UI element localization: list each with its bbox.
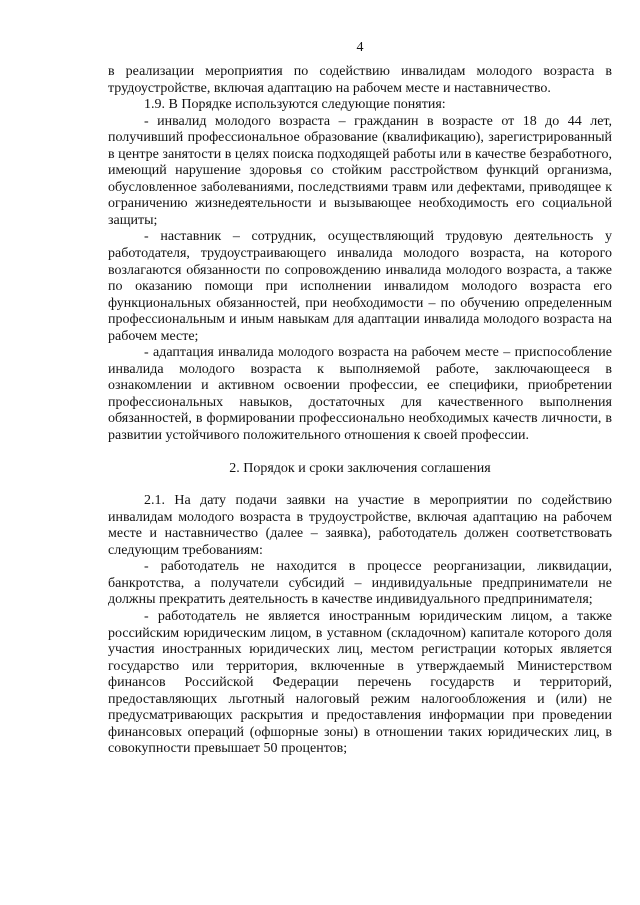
paragraph-continuation: в реализации мероприятия по содействию инвалидам молодого возраста в трудоустройстве, включая адаптацию на рабочем месте и наставничество. (108, 64, 612, 96)
document-body (108, 64, 612, 758)
paragraph-1-9-intro: 1.9. В Порядке используются следующие понятия: (144, 97, 446, 113)
requirement-not-foreign-entity: - работодатель не является иностранным юридическим лицом, а также российским юридическим лицом, в уставном (складочном) капитале которого доля участия иностранных юридических лиц, местом регистрации которых является государство или территория, включенные в утверждаемый Министерством финансов Российской Федерации перечень государств и территорий, предоставляющих льготный налоговый режим налогообложения и (или) не предусматривающих раскрытия и предоставления информации при проведении финансовых операций (офшорные зоны) в отношении таких юридических лиц, в совокупности превышает 50 процентов; (108, 608, 612, 757)
definition-mentor: - наставник – сотрудник, осуществляющий трудовую деятельность у работодателя, трудоустраивающего инвалида молодого возраста, на которого возлагаются обязанности по сопровождению инвалида молодого возраста, а также по оказанию помощи при исполнении инвалидом молодого возраста его функциональных обязанностей, при необходимости – по обучению определенным профессиональным и иным навыкам для адаптации инвалида молодого возраста на рабочем месте; (108, 229, 612, 344)
requirement-no-reorganization: - работодатель не находится в процессе реорганизации, ликвидации, банкротства, а получатели субсидий – индивидуальные предприниматели не должны прекратить деятельность в качестве индивидуального предпринимателя; (108, 559, 612, 608)
paragraph-2-1: 2.1. На дату подачи заявки на участие в мероприятии по содействию инвалидам молодого возраста в трудоустройстве, включая адаптацию на рабочем месте и наставничество (далее – заявка), работодатель должен соответствовать следующим требованиям: (108, 493, 612, 558)
section-heading-2: 2. Порядок и сроки заключения соглашения (229, 460, 491, 476)
page-number: 4 (356, 40, 364, 55)
definition-adaptation: - адаптация инвалида молодого возраста на рабочем месте – приспособление инвалида молодого возраста к выполняемой работе, заключающееся в ознакомлении и активном освоении профессии, ее специфики, приобретении профессиональных навыков, достаточных для качественного выполнения обязанностей, в формировании профессионально необходимых качеств личности, в развитии устойчивого положительного отношения к своей профессии. (108, 345, 612, 444)
definition-young-disabled: - инвалид молодого возраста – гражданин в возрасте от 18 до 44 лет, получивший профессиональное образование (квалификацию), зарегистрированный в центре занятости в целях поиска подходящей работы или в качестве безработного, имеющий нарушение здоровья со стойким расстройством функций организма, обусловленное заболеваниями, последствиями травм или дефектами, приводящее к ограничению жизнедеятельности и вызывающее необходимость его социальной защиты; (108, 113, 612, 228)
